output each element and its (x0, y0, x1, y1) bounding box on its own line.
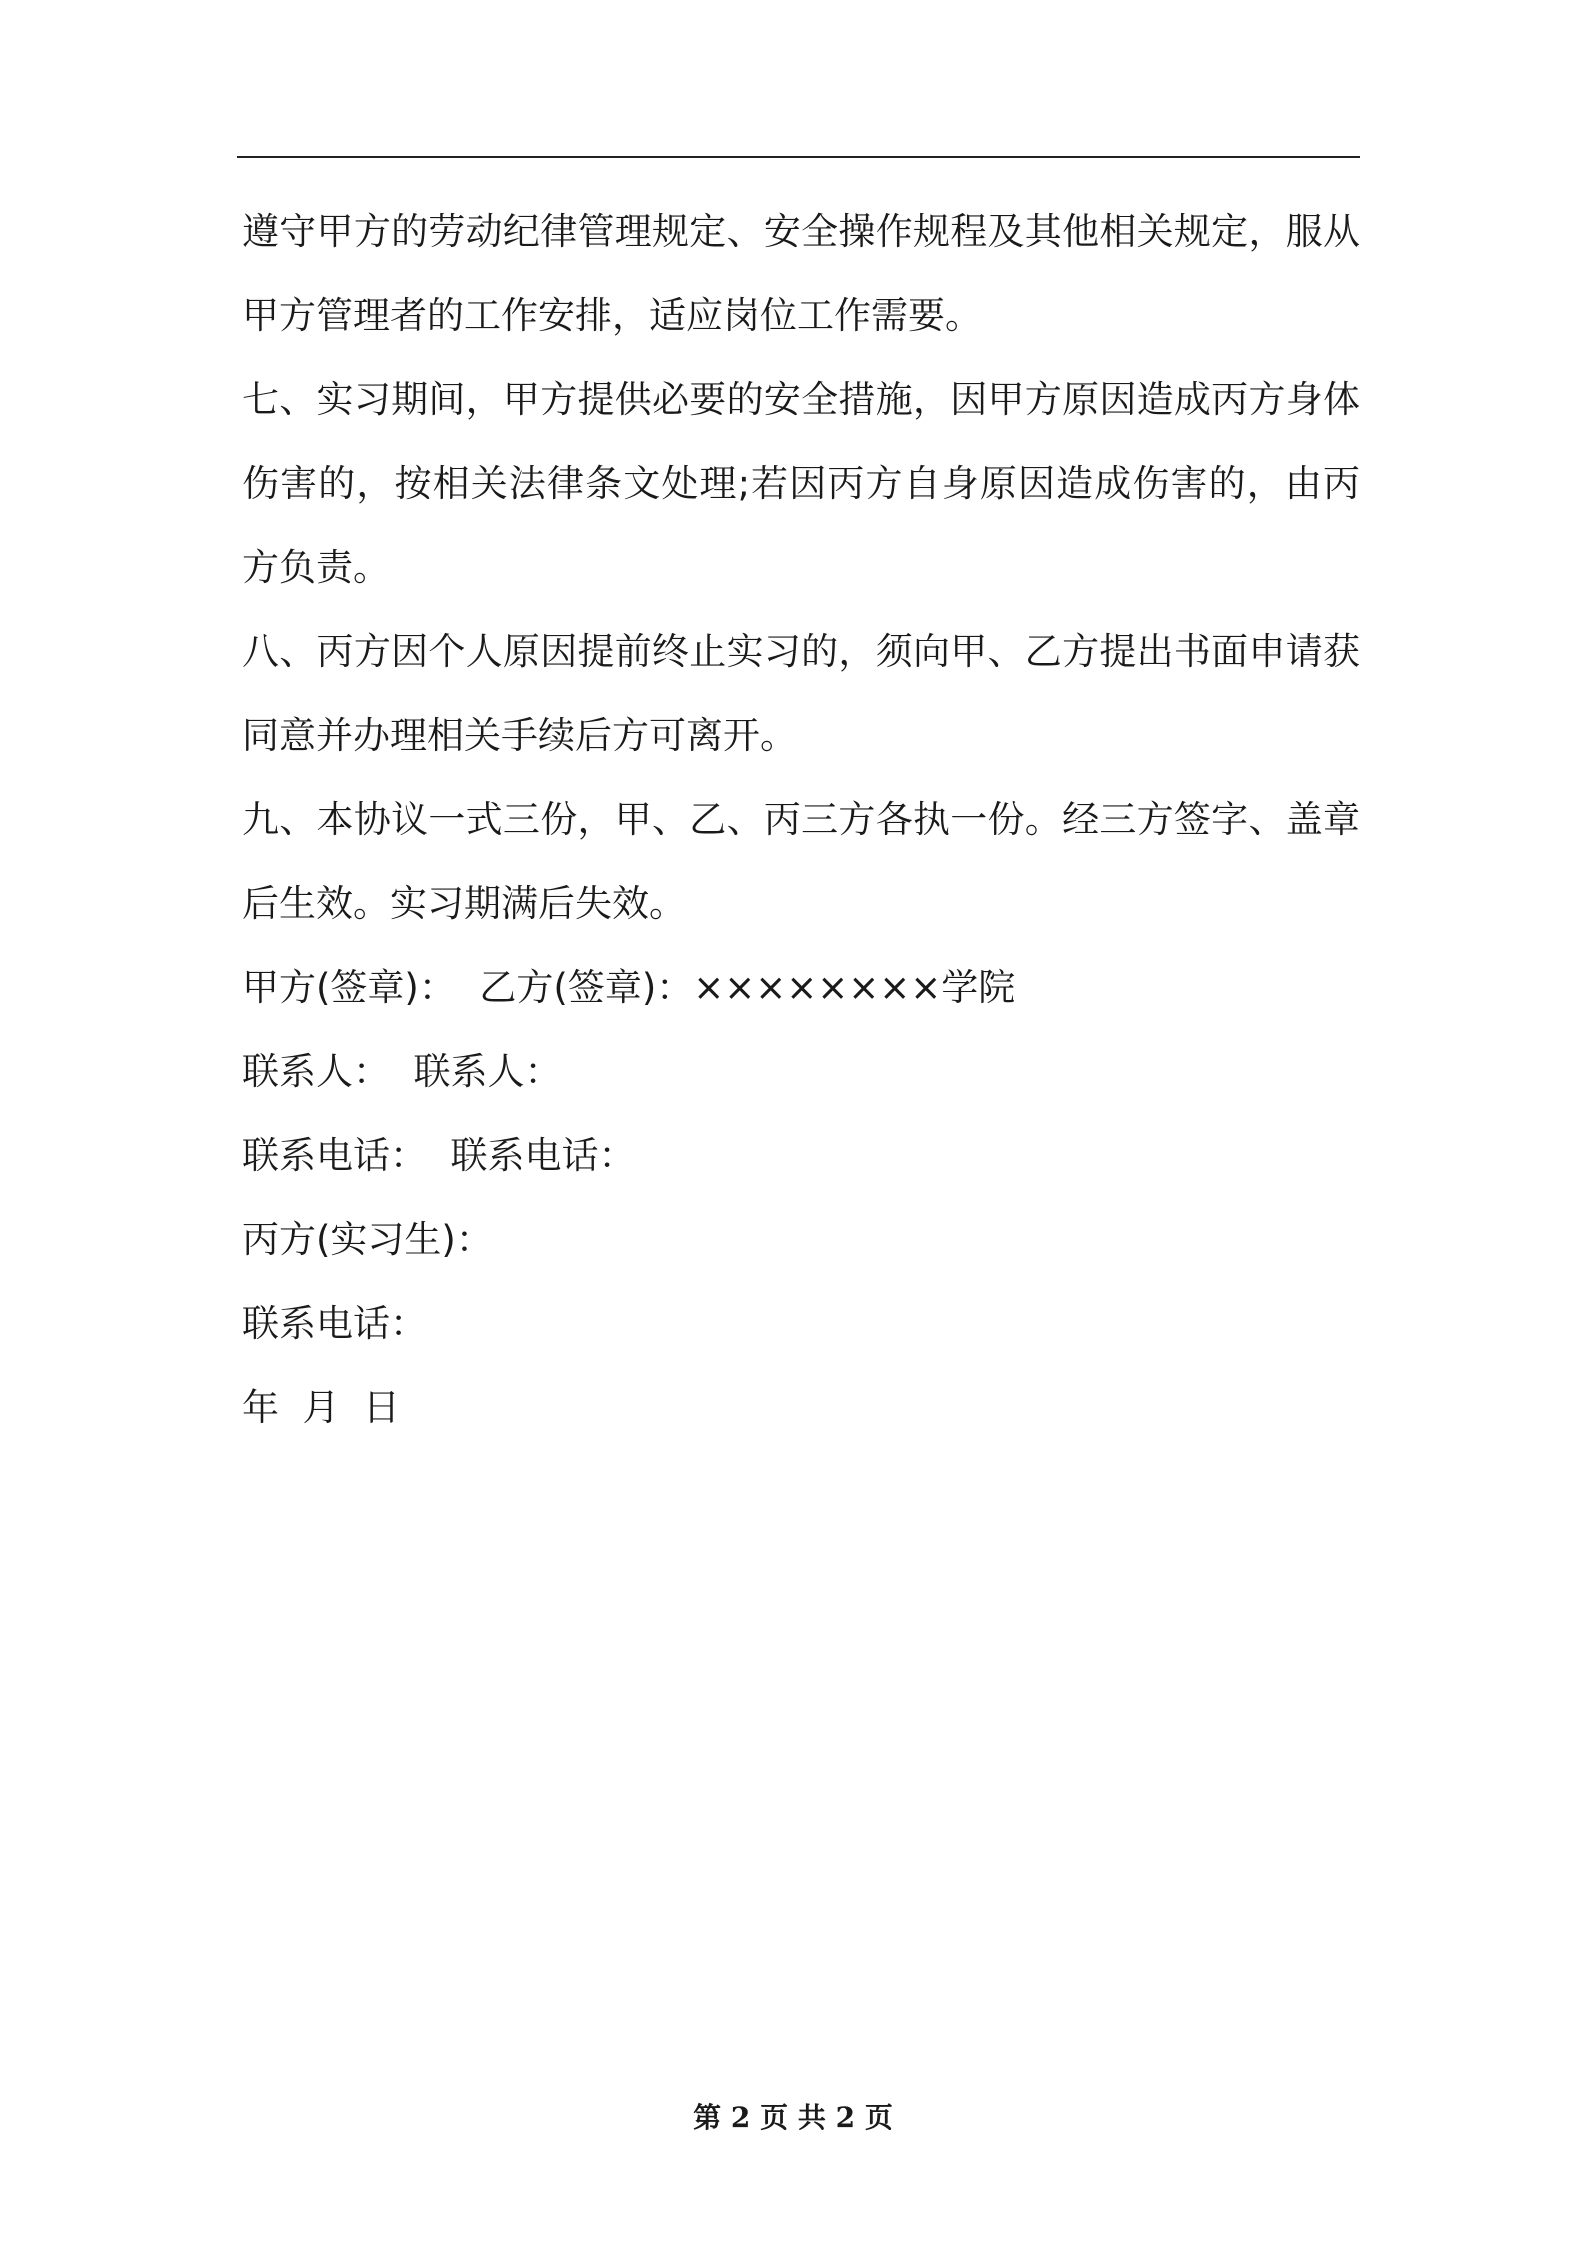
page-number: 第 2 页 共 2 页 (693, 2101, 893, 2134)
paragraph-clause-7: 七、实习期间，甲方提供必要的安全措施，因甲方原因造成丙方身体伤害的，按相关法律条文处理;若因丙方自身原因造成伤害的，由丙方负责。 (242, 378, 1360, 589)
intern-signature-line: 丙方(实习生)： (242, 1218, 493, 1261)
document-body (242, 190, 1360, 1450)
signature-parties-line: 甲方(签章)： 乙方(签章)：××××××××学院 (242, 966, 1016, 1009)
date-line: 年 月 日 (242, 1386, 401, 1429)
header-rule (237, 156, 1360, 158)
paragraph-continuation: 遵守甲方的劳动纪律管理规定、安全操作规程及其他相关规定，服从甲方管理者的工作安排，适应岗位工作需要。 (242, 210, 1360, 337)
contact-phone-line: 联系电话： 联系电话： (242, 1134, 636, 1177)
paragraph-clause-8: 八、丙方因个人原因提前终止实习的，须向甲、乙方提出书面申请获同意并办理相关手续后方可离开。 (242, 630, 1360, 757)
contact-person-line: 联系人： 联系人： (242, 1050, 562, 1093)
paragraph-clause-9: 九、本协议一式三份，甲、乙、丙三方各执一份。经三方签字、盖章后生效。实习期满后失效。 (242, 798, 1360, 925)
intern-phone-line: 联系电话： (242, 1302, 427, 1345)
